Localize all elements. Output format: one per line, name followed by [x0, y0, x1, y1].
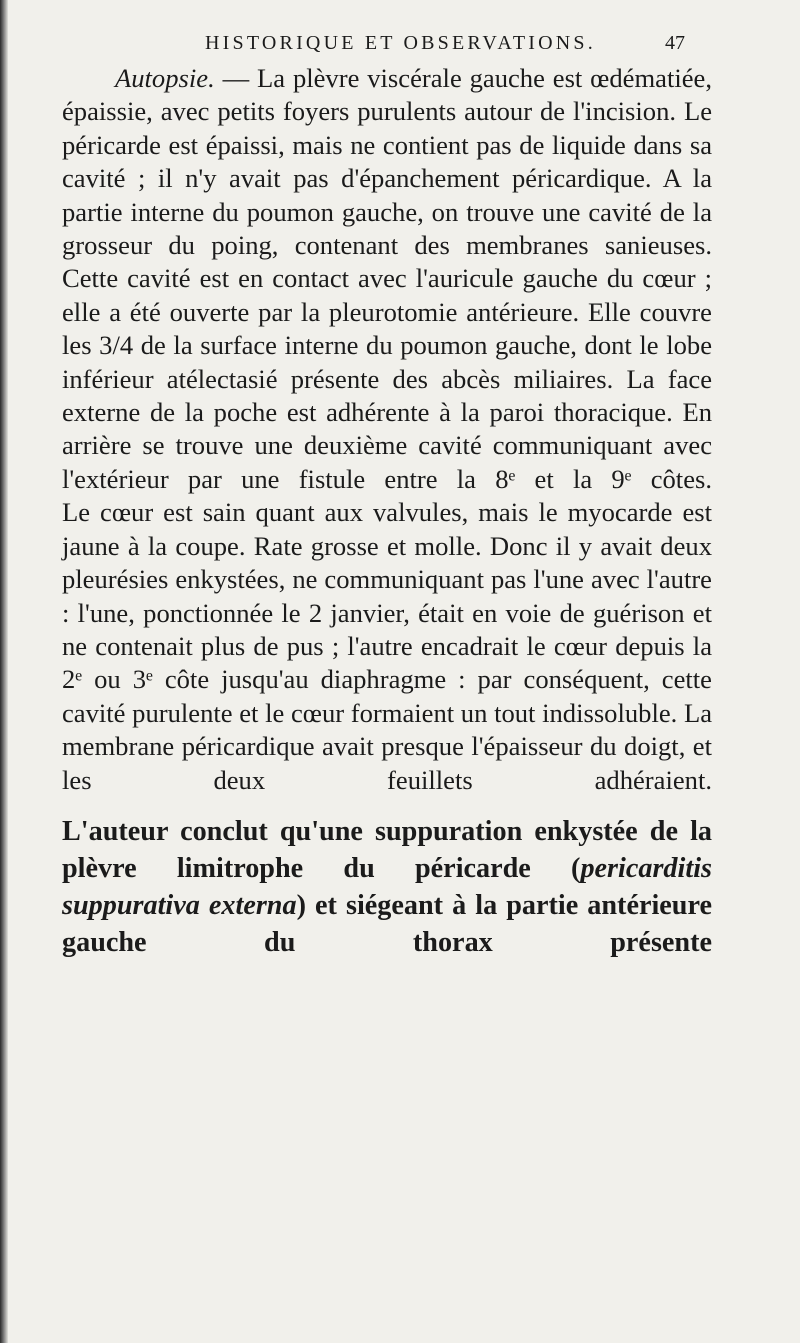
- page-binding-edge: [0, 0, 8, 1343]
- running-title: HISTORIQUE ET OBSERVATIONS.: [205, 32, 596, 54]
- paragraph-coeur: [62, 496, 712, 797]
- page-header: [0, 32, 800, 62]
- paragraph-coeur-text: Le cœur est sain quant aux valvules, mais le myocarde est jaune à la coupe. Rate grosse et molle. Donc il y avait deux pleurésies enkystées, ne communiquant pas l'une avec l'autre : l'une, ponctionnée le 2 janvier, était en voie de guérison et ne contenait plus de pus ; l'autre encadrait le cœur depuis la 2ᵉ ou 3ᵉ côte jusqu'au diaphragme : par conséquent, cette cavité purulente et le cœur formaient un tout indissoluble. La membrane péricardique avait presque l'épaisseur du doigt, et les deux feuillets adhéraient.: [62, 497, 712, 795]
- conclusion-text-before: L'auteur conclut qu'une suppuration enkystée de la plèvre limitrophe du péricarde (: [62, 815, 712, 884]
- paragraph-conclusion: [62, 813, 712, 961]
- paragraph-autopsie-text: — La plèvre viscérale gauche est œdématiée, épaissie, avec petits foyers purulents autour de l'incision. Le péricarde est épaissi, mais ne contient pas de liquide dans sa cavité ; il n'y avait pas d'épanchement péricardique. A la partie interne du poumon gauche, on trouve une cavité de la grosseur du poing, contenant des membranes sanieuses. Cette cavité est en contact avec l'auricule gauche du cœur ; elle a été ouverte par la pleurotomie antérieure. Elle couvre les 3/4 de la surface interne du poumon gauche, dont le lobe inférieur atélectasié présente des abcès miliaires. La face externe de la poche est adhérente à la paroi thoracique. En arrière se trouve une deuxième cavité communiquant avec l'extérieur par une fistule entre la 8ᵉ et la 9ᵉ côtes.: [62, 63, 712, 494]
- page-number: 47: [665, 32, 685, 54]
- paragraph-autopsie: [62, 62, 712, 496]
- conclusion-latin-term: pericarditis suppurativa externa: [62, 852, 712, 921]
- body-text: [62, 62, 712, 961]
- autopsie-label: Autopsie.: [115, 63, 215, 93]
- conclusion-text-after: ) et siégeant à la partie antérieure gauche du thorax présente: [62, 889, 712, 958]
